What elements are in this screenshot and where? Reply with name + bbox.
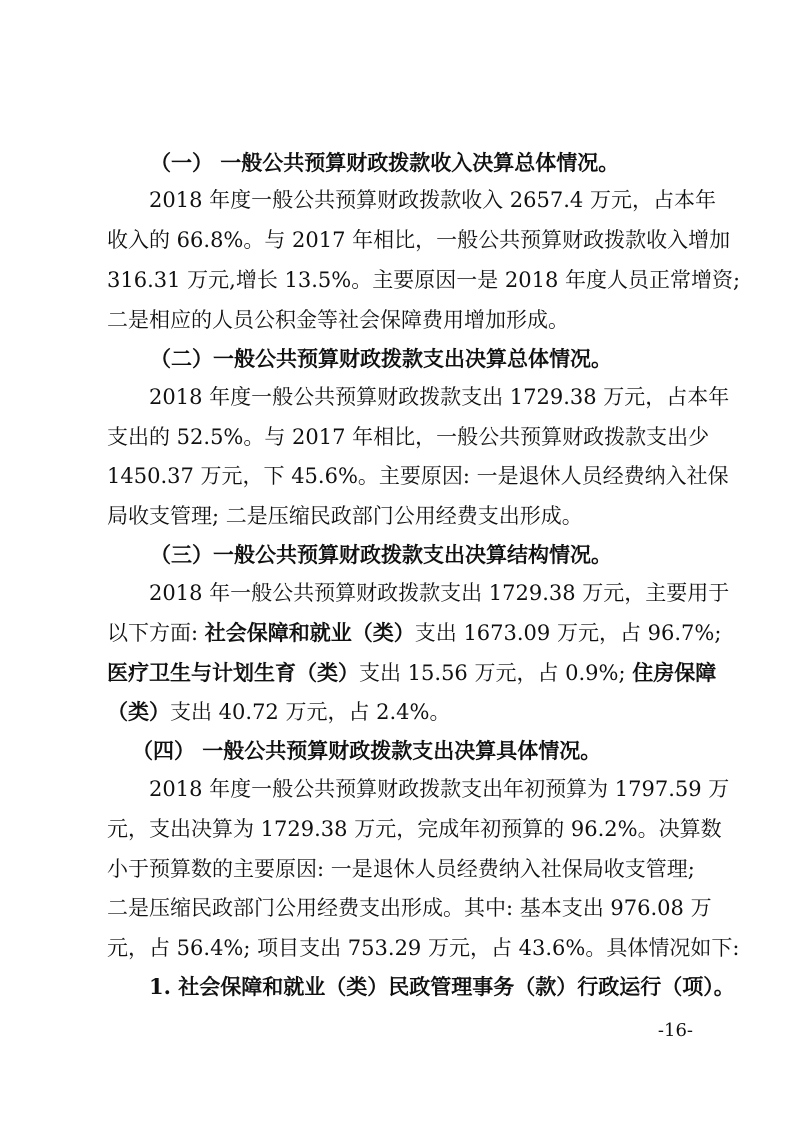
section-2-line-3: 1450.37 万元，下 45.6%。主要原因: 一是退休人员经费纳入社保: [107, 464, 729, 488]
section-1-line-1: 2018 年度一般公共预算财政拨款收入 2657.4 万元，占本年: [149, 188, 716, 212]
section-4-line-1: 2018 年度一般公共预算财政拨款支出年初预算为 1797.59 万: [149, 777, 730, 801]
section-1-line-4: 二是相应的人员公积金等社会保障费用增加形成。: [107, 308, 569, 332]
page-number: -16-: [657, 1020, 693, 1041]
section-3-line-2: [107, 619, 722, 647]
section-3-line-2-text-b: 支出 1673.09 万元，占 96.7%;: [414, 621, 722, 645]
section-3-line-2-text-a: 以下方面:: [107, 621, 205, 645]
section-4-line-3: 小于预算数的主要原因: 一是退休人员经费纳入社保局收支管理;: [107, 857, 695, 881]
section-2-heading: （二）一般公共预算财政拨款支出决算总体情况。: [150, 346, 612, 371]
section-3-heading: （三）一般公共预算财政拨款支出决算结构情况。: [150, 542, 612, 567]
section-1-heading: （一） 一般公共预算财政拨款收入决算总体情况。: [150, 150, 620, 175]
category-social-security: 社会保障和就业（类）: [204, 620, 415, 645]
section-1-line-2: 收入的 66.8%。与 2017 年相比，一般公共预算财政拨款收入增加: [107, 228, 731, 252]
section-3-line-4: [107, 698, 692, 726]
subheading-item-1: 1. 社会保障和就业（类）民政管理事务（款）行政运行（项）。: [149, 974, 735, 999]
section-3-line-1: 2018 年一般公共预算财政拨款支出 1729.38 万元，主要用于: [149, 581, 730, 605]
section-3-line-3-text: 支出 15.56 万元，占 0.9%;: [359, 661, 633, 685]
category-housing-suffix: （类）: [107, 699, 170, 724]
section-4-line-4: 二是压缩民政部门公用经费支出形成。其中: 基本支出 976.08 万: [107, 896, 712, 920]
section-2-line-1: 2018 年度一般公共预算财政拨款支出 1729.38 万元，占本年: [149, 385, 730, 409]
section-2-line-2: 支出的 52.5%。与 2017 年相比，一般公共预算财政拨款支出少: [107, 425, 710, 449]
section-4-line-5: 元，占 56.4%; 项目支出 753.29 万元，占 43.6%。具体情况如下:: [107, 936, 740, 960]
section-1-line-3: 316.31 万元,增长 13.5%。主要原因一是 2018 年度人员正常增资;: [107, 268, 741, 292]
section-4-line-2: 元，支出决算为 1729.38 万元，完成年初预算的 96.2%。决算数: [107, 817, 722, 841]
category-housing: 住房保障: [632, 660, 717, 685]
section-3-line-3: [107, 659, 717, 687]
category-healthcare: 医疗卫生与计划生育（类）: [107, 660, 359, 685]
section-2-line-4: 局收支管理; 二是压缩民政部门公用经费支出形成。: [107, 504, 583, 528]
section-3-line-4-text: 支出 40.72 万元，占 2.4%。: [170, 700, 451, 724]
section-4-heading: （四） 一般公共预算财政拨款支出决算具体情况。: [132, 738, 602, 763]
